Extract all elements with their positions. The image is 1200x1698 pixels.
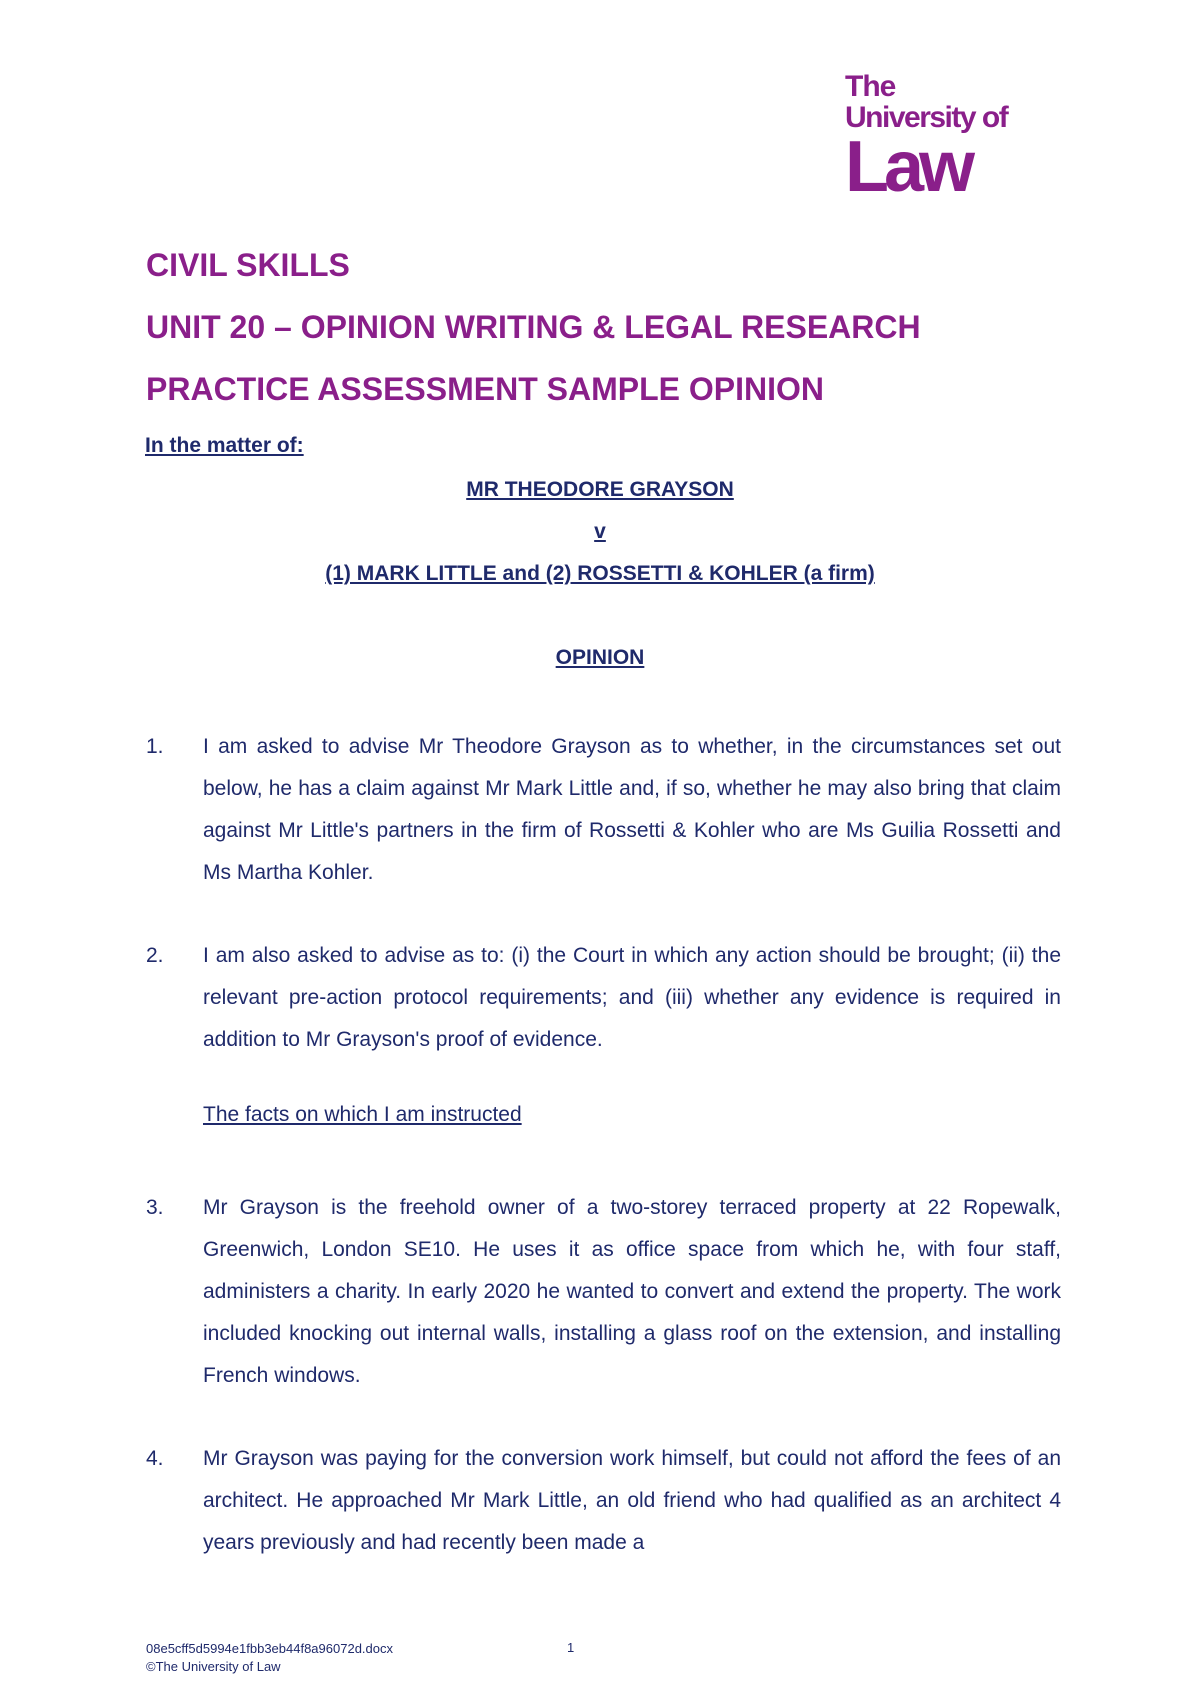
paragraph-text: Mr Grayson was paying for the conversion work himself, but could not afford the fees of an architect. He approached Mr Mark Little, an old friend who had qualified as an architect 4 years previously and had recently been made a bbox=[203, 1447, 1061, 1554]
claimant-name: MR THEODORE GRAYSON bbox=[466, 478, 734, 501]
matter-intro: In the matter of: bbox=[145, 434, 304, 457]
logo-line-law: Law bbox=[845, 127, 971, 207]
paragraph-3 bbox=[146, 1187, 1061, 1397]
paragraph-number: 1. bbox=[146, 735, 164, 758]
assessment-heading: PRACTICE ASSESSMENT SAMPLE OPINION bbox=[146, 371, 824, 407]
course-heading: CIVIL SKILLS bbox=[146, 247, 350, 283]
paragraph-text: Mr Grayson is the freehold owner of a two-storey terraced property at 22 Ropewalk, Greenwich, London SE10. He uses it as office space from which he, with four staff, administers a charity. In early 2020 he wanted to convert and extend the property. The work included knocking out internal walls, installing a glass roof on the extension, and installing French windows. bbox=[203, 1196, 1061, 1387]
paragraph-1 bbox=[146, 726, 1061, 894]
paragraph-text: I am asked to advise Mr Theodore Grayson as to whether, in the circumstances set out below, he has a claim against Mr Mark Little and, if so, whether he may also bring that claim against Mr Little's partners in the firm of Rossetti & Kohler who are Ms Guilia Rossetti and Ms Martha Kohler. bbox=[203, 735, 1061, 884]
paragraph-number: 4. bbox=[146, 1447, 164, 1470]
footer-copyright: ©The University of Law bbox=[146, 1659, 281, 1674]
paragraph-number: 3. bbox=[146, 1196, 164, 1219]
facts-subheading: The facts on which I am instructed bbox=[203, 1103, 522, 1126]
defendants-name: (1) MARK LITTLE and (2) ROSSETTI & KOHLER (a firm) bbox=[325, 562, 875, 585]
opinion-title: OPINION bbox=[555, 646, 645, 669]
paragraph-2 bbox=[146, 935, 1061, 1061]
versus-label: v bbox=[594, 520, 606, 543]
paragraph-4 bbox=[146, 1438, 1061, 1564]
footer-filename: 08e5cff5d5994e1fbb3eb44f8a96072d.docx bbox=[146, 1641, 393, 1656]
logo-line-university-of: University of bbox=[845, 101, 1008, 134]
unit-heading: UNIT 20 – OPINION WRITING & LEGAL RESEARCH bbox=[146, 309, 921, 345]
page-number: 1 bbox=[567, 1640, 575, 1655]
paragraph-text: I am also asked to advise as to: (i) the Court in which any action should be brought; (ii) the relevant pre-action protocol requirements; and (iii) whether any evidence is required in addition to Mr Grayson's proof of evidence. bbox=[203, 944, 1061, 1051]
paragraph-number: 2. bbox=[146, 944, 164, 967]
university-of-law-logo bbox=[845, 70, 1025, 207]
page-footer bbox=[146, 1640, 393, 1676]
logo-line-the: The bbox=[845, 70, 896, 103]
